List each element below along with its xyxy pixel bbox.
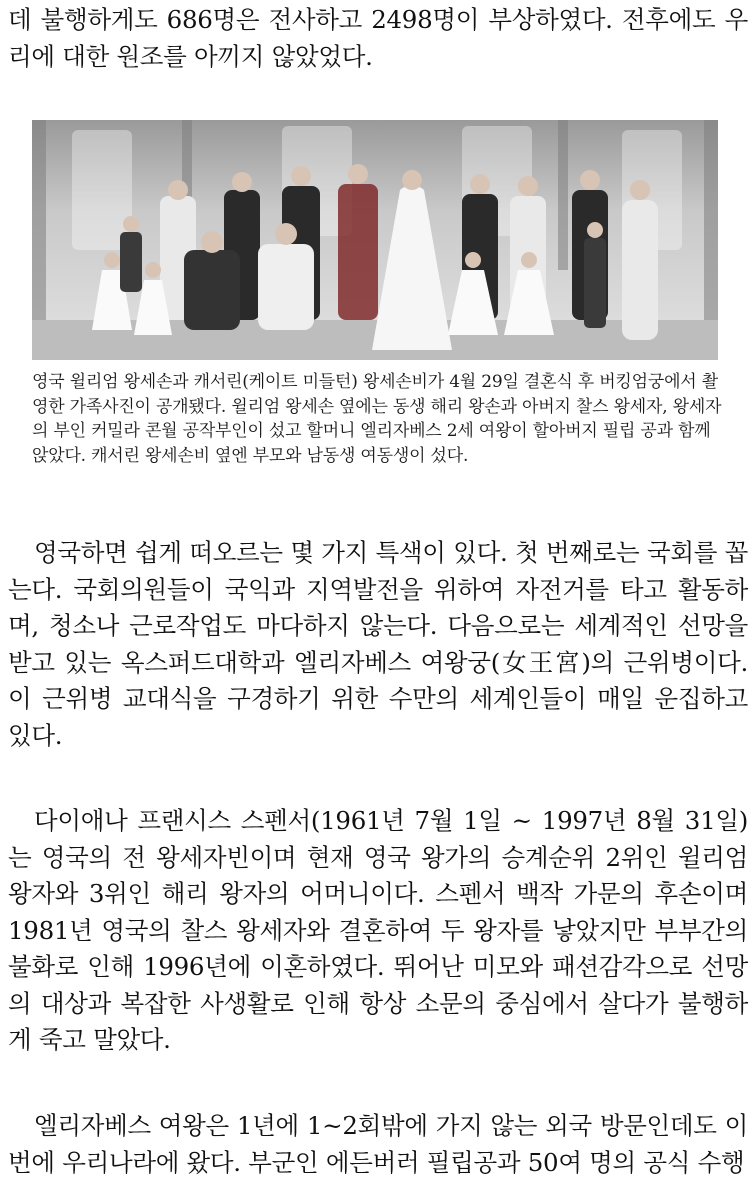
- paragraph-intro-continuation: 데 불행하게도 686명은 전사하고 2498명이 부상하였다. 전후에도 우리에 대한 원조를 아끼지 않았었다.: [8, 5, 748, 71]
- photo-illustration: [32, 120, 718, 360]
- paragraph-queen-elizabeth: 엘리자베스 여왕은 1년에 1~2회밖에 가지 않는 외국 방문인데도 이번에 우리나라에 왔다. 부군인 에든버러 필립공과 50여 명의 공식 수행: [8, 1111, 748, 1177]
- photo-caption: 영국 윌리엄 왕세손과 캐서린(케이트 미들턴) 왕세손비가 4월 29일 결혼식 후 버킹엄궁에서 촬영한 가족사진이 공개됐다. 윌리엄 왕세손 옆에는 동생 해리 왕손과 아버지 찰스 왕세자, 왕세자의 부인 커밀라 콘월 공작부인이 섰고 할머니 엘리자베스 2세 여왕이 할아버지 필립 공과 함께 앉았다. 캐서린 왕세손비 옆엔 부모와 남동생 여동생이 섰다.: [32, 372, 722, 466]
- royal-wedding-family-photo: [32, 120, 718, 360]
- paragraph-diana: 다이애나 프랜시스 스펜서(1961년 7월 1일 ~ 1997년 8월 31일)는 영국의 전 왕세자빈이며 현재 영국 왕가의 승계순위 2위인 윌리엄 왕자와 3위인 해리 왕자의 어머니이다. 스펜서 백작 가문의 후손이며 1981년 영국의 찰스 왕세자와 결혼하여 두 왕자를 낳았지만 부부간의 불화로 인해 1996년에 이혼하였다. 뛰어난 미모와 패션감각으로 선망의 대상과 복잡한 사생활로 인해 항상 소문의 중심에서 살다가 불행하게 죽고 말았다.: [8, 806, 748, 1054]
- paragraph-uk-features: 영국하면 쉽게 떠오르는 몇 가지 특색이 있다. 첫 번째로는 국회를 꼽는다. 국회의원들이 국익과 지역발전을 위하여 자전거를 타고 활동하며, 청소나 근로작업도 마다하지 않는다. 다음으로는 세계적인 선망을 받고 있는 옥스퍼드대학과 엘리자베스 여왕궁(女王宮)의 근위병이다. 이 근위병 교대식을 구경하기 위한 수만의 세계인들이 매일 운집하고 있다.: [8, 538, 748, 750]
